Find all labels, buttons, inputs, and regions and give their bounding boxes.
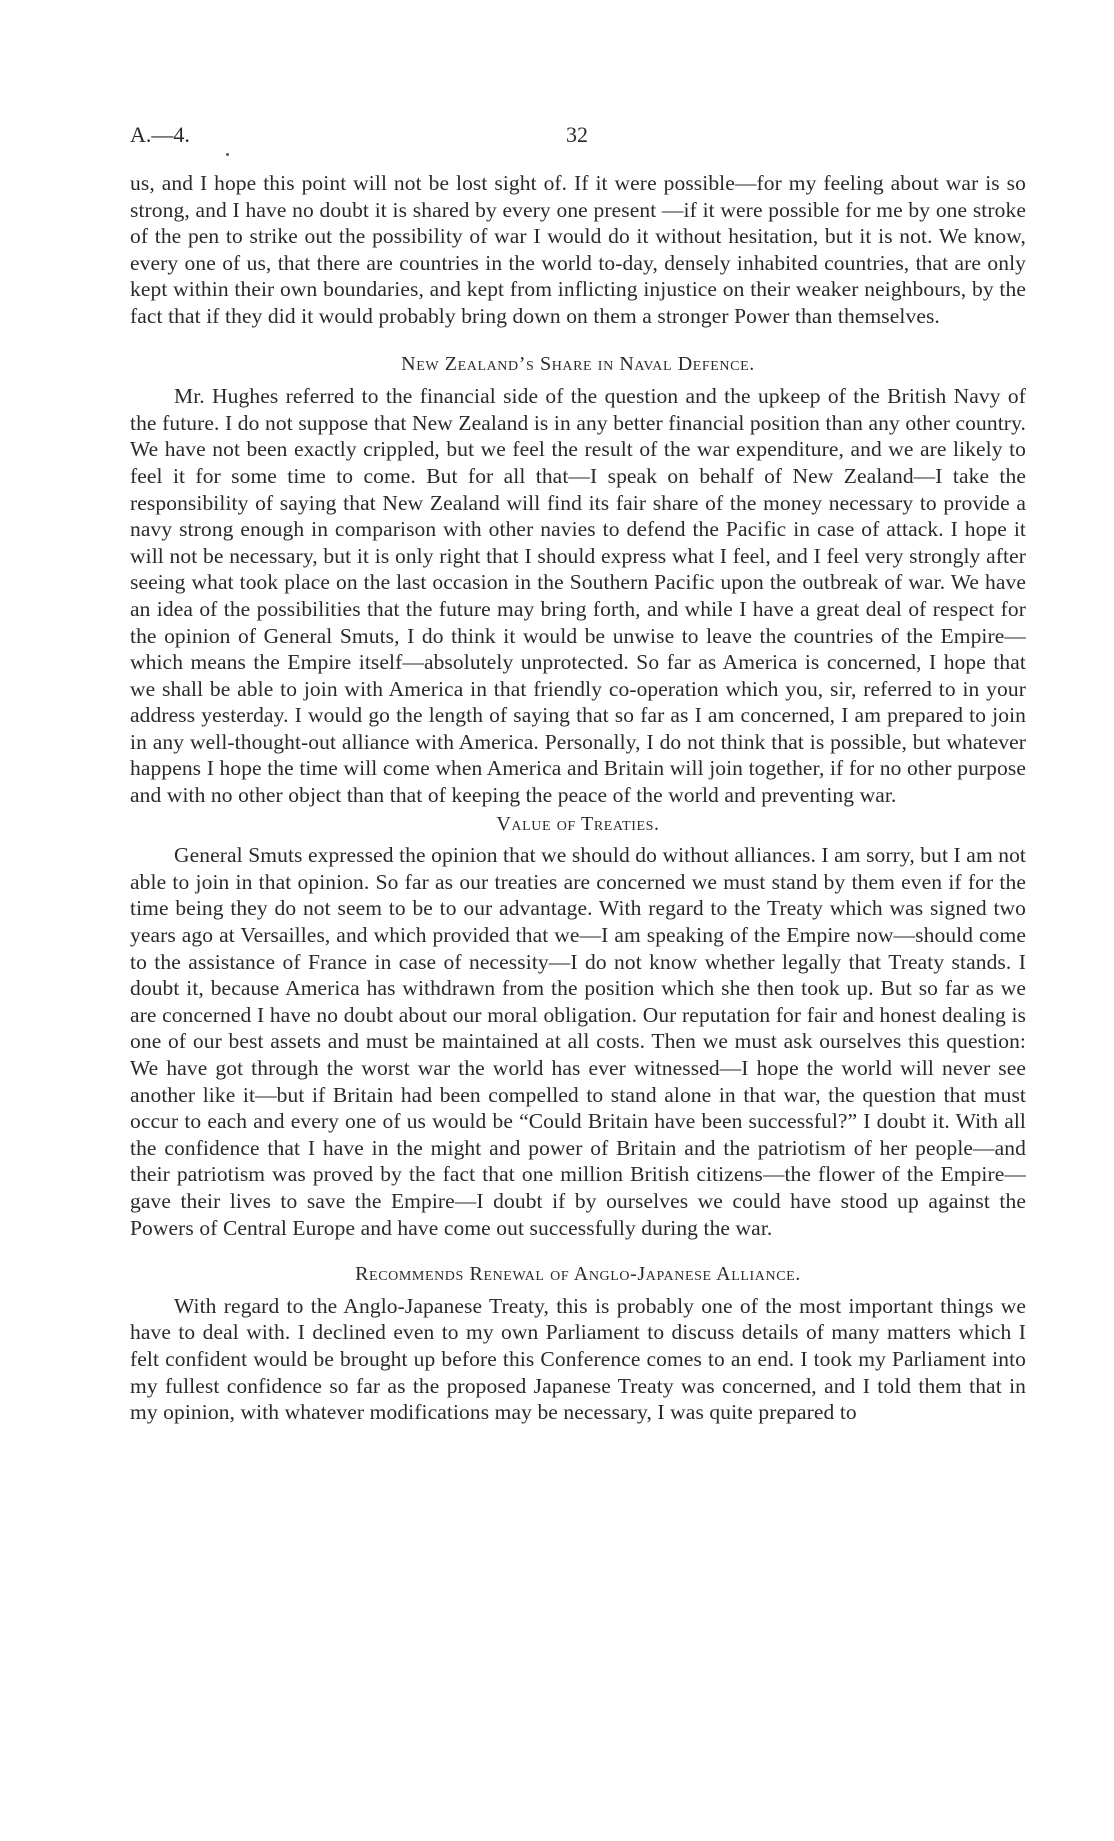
section-heading-anglo-japanese-alliance: Recommends Renewal of Anglo-Japanese Alliance. bbox=[355, 1263, 801, 1286]
page-header bbox=[130, 122, 1026, 154]
page-number: 32 bbox=[566, 122, 588, 147]
paragraph-value-of-treaties: General Smuts expressed the opinion that we should do without alliances. I am sorry, but I am not able to join in that opinion. So far as our treaties are concerned we must stand by them even if for the time being they do not seem to be to our advantage. With regard to the Treaty which was signed two years ago at Versailles, and which provided that we—I am speaking of the Empire now—should come to the assistance of France in case of necessity—I do not know whether legally that Treaty stands. I doubt it, because America has withdrawn from the position which she then took up. But so far as we are concerned I have no doubt about our moral obligation. Our reputation for fair and honest dealing is one of our best assets and must be maintained at all costs. Then we must ask ourselves this question: We have got through the worst war the world has ever witnessed—I hope the world will never see another like it—but if Britain had been compelled to stand alone in that war, the question that must occur to each and every one of us would be “Could Britain have been successful?” I doubt it. With all the confidence that I have in the might and power of Britain and the patriotism of her people—and their patriotism was proved by the fact that one million British citizens—the flower of the Empire—gave their lives to save the Empire—I doubt if by ourselves we could have stood up against the Powers of Central Europe and have come out successfully during the war. bbox=[130, 843, 1027, 1240]
section-heading-value-of-treaties: Value of Treaties. bbox=[496, 812, 660, 835]
document-reference: A.—4. bbox=[130, 122, 190, 147]
paragraph-anglo-japanese-alliance: With regard to the Anglo-Japanese Treaty, this is probably one of the most important things we have to deal with. I declined even to my own Parliament to discuss details of many matters which I felt confident would be brought up before this Conference comes to an end. I took my Parliament into my fullest confidence so far as the proposed Japanese Treaty was concerned, and I told them that in my opinion, with whatever modifications may be necessary, I was quite prepared to bbox=[130, 1293, 1026, 1425]
stray-mark bbox=[226, 153, 229, 156]
paragraph-continued: us, and I hope this point will not be lost sight of. If it were possible—for my feeling about war is so strong, and I have no doubt it is shared by every one present —if it were possible for me by one stroke of the pen to strike out the possibility of war I would do it without hesitation, but it is not. We know, every one of us, that there are countries in the world to-day, densely inhabited countries, that are only kept within their own boundaries, and kept from inflicting injustice on their weaker neighbours, by the fact that if they did it would probably bring down on them a stronger Power than themselves. bbox=[130, 171, 1026, 328]
section-heading-naval-defence: New Zealand’s Share in Naval Defence. bbox=[401, 352, 755, 375]
body-text bbox=[130, 170, 1026, 1426]
paragraph-naval-defence: Mr. Hughes referred to the financial side of the question and the upkeep of the British Navy of the future. I do not suppose that New Zealand is in any better financial position than any other country. We have not been exactly crippled, but we feel the result of the war expenditure, and we are likely to feel it for some time to come. But for all that—I speak on behalf of New Zealand—I take the responsibility of saying that New Zealand will find its fair share of the money necessary to provide a navy strong enough in comparison with other navies to defend the Pacific in case of attack. I hope it will not be necessary, but it is only right that I should express what I feel, and I feel very strongly after seeing what took place on the last occasion in the Southern Pacific upon the outbreak of war. We have an idea of the possibilities that the future may bring forth, and while I have a great deal of respect for the opinion of General Smuts, I do think it would be unwise to leave the countries of the Empire—which means the Empire itself—absolutely unprotected. So far as America is concerned, I hope that we shall be able to join with America in that friendly co-operation which you, sir, referred to in your address yesterday. I would go the length of saying that so far as I am concerned, I am prepared to join in any well-thought-out alliance with America. Personally, I do not think that is possible, but whatever happens I hope the time will come when America and Britain will join together, if for no other purpose and with no other object than that of keeping the peace of the world and preventing war. bbox=[130, 384, 1026, 808]
